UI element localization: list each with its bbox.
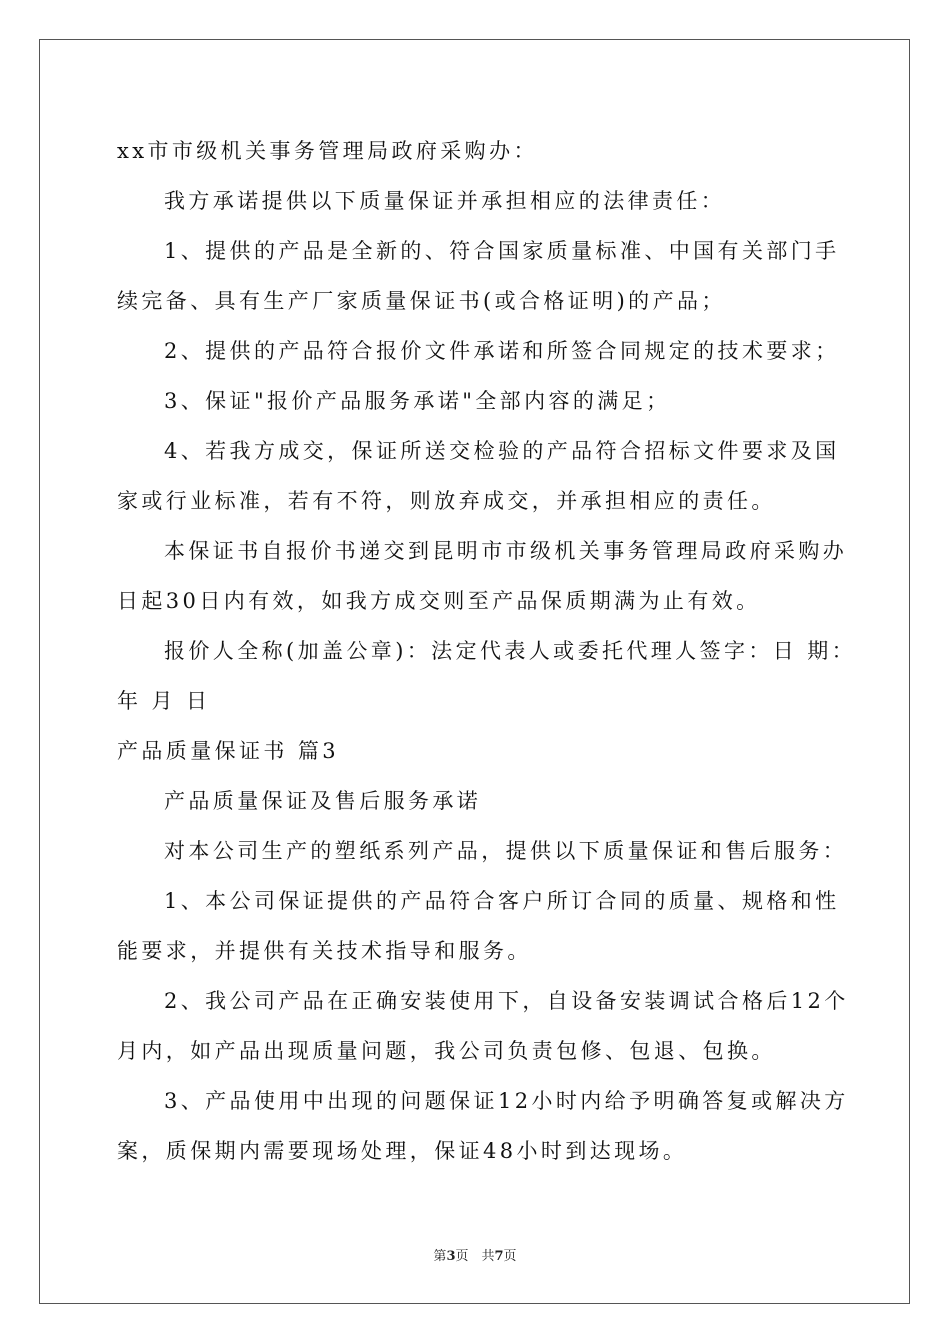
paragraph-line: 日起30日内有效，如我方成交则至产品保质期满为止有效。	[117, 589, 761, 613]
footer-page-mid: 页 共	[455, 1249, 495, 1264]
signature-line: 报价人全称(加盖公章)：法定代表人或委托代理人签字：日 期：	[164, 639, 857, 663]
salutation-line: xx市市级机关事务管理局政府采购办：	[117, 139, 538, 163]
footer-page-suffix: 页	[503, 1249, 517, 1264]
section-heading: 产品质量保证书 篇3	[117, 739, 340, 763]
paragraph-line: 我方承诺提供以下质量保证并承担相应的法律责任：	[164, 189, 726, 213]
paragraph-line: 案，质保期内需要现场处理，保证48小时到达现场。	[117, 1139, 688, 1163]
paragraph-line: 1、本公司保证提供的产品符合客户所订合同的质量、规格和性	[164, 889, 840, 913]
paragraph-line: 2、我公司产品在正确安装使用下，自设备安装调试合格后12个	[164, 989, 849, 1013]
paragraph-line: 2、提供的产品符合报价文件承诺和所签合同规定的技术要求；	[164, 339, 840, 363]
paragraph-line: 对本公司生产的塑纸系列产品，提供以下质量保证和售后服务：	[164, 839, 848, 863]
paragraph-line: 4、若我方成交，保证所送交检验的产品符合招标文件要求及国	[164, 439, 840, 463]
paragraph-line: 续完备、具有生产厂家质量保证书(或合格证明)的产品；	[117, 289, 726, 313]
paragraph-line: 能要求，并提供有关技术指导和服务。	[117, 939, 532, 963]
paragraph-line: 月内，如产品出现质量问题，我公司负责包修、包退、包换。	[117, 1039, 776, 1063]
date-line: 年 月 日	[117, 689, 211, 713]
paragraph-line: 3、产品使用中出现的问题保证12小时内给予明确答复或解决方	[164, 1089, 849, 1113]
paragraph-line: 家或行业标准，若有不符，则放弃成交，并承担相应的责任。	[117, 489, 776, 513]
paragraph-line: 本保证书自报价书递交到昆明市市级机关事务管理局政府采购办	[164, 539, 848, 563]
footer-page-total: 7	[494, 1249, 504, 1264]
paragraph-line: 1、提供的产品是全新的、符合国家质量标准、中国有关部门手	[164, 239, 840, 263]
footer-page-prefix: 第	[433, 1249, 447, 1264]
page-footer	[0, 1248, 950, 1266]
footer-page-current: 3	[446, 1249, 456, 1264]
subsection-title: 产品质量保证及售后服务承诺	[164, 789, 482, 813]
paragraph-line: 3、保证"报价产品服务承诺"全部内容的满足；	[164, 389, 671, 413]
